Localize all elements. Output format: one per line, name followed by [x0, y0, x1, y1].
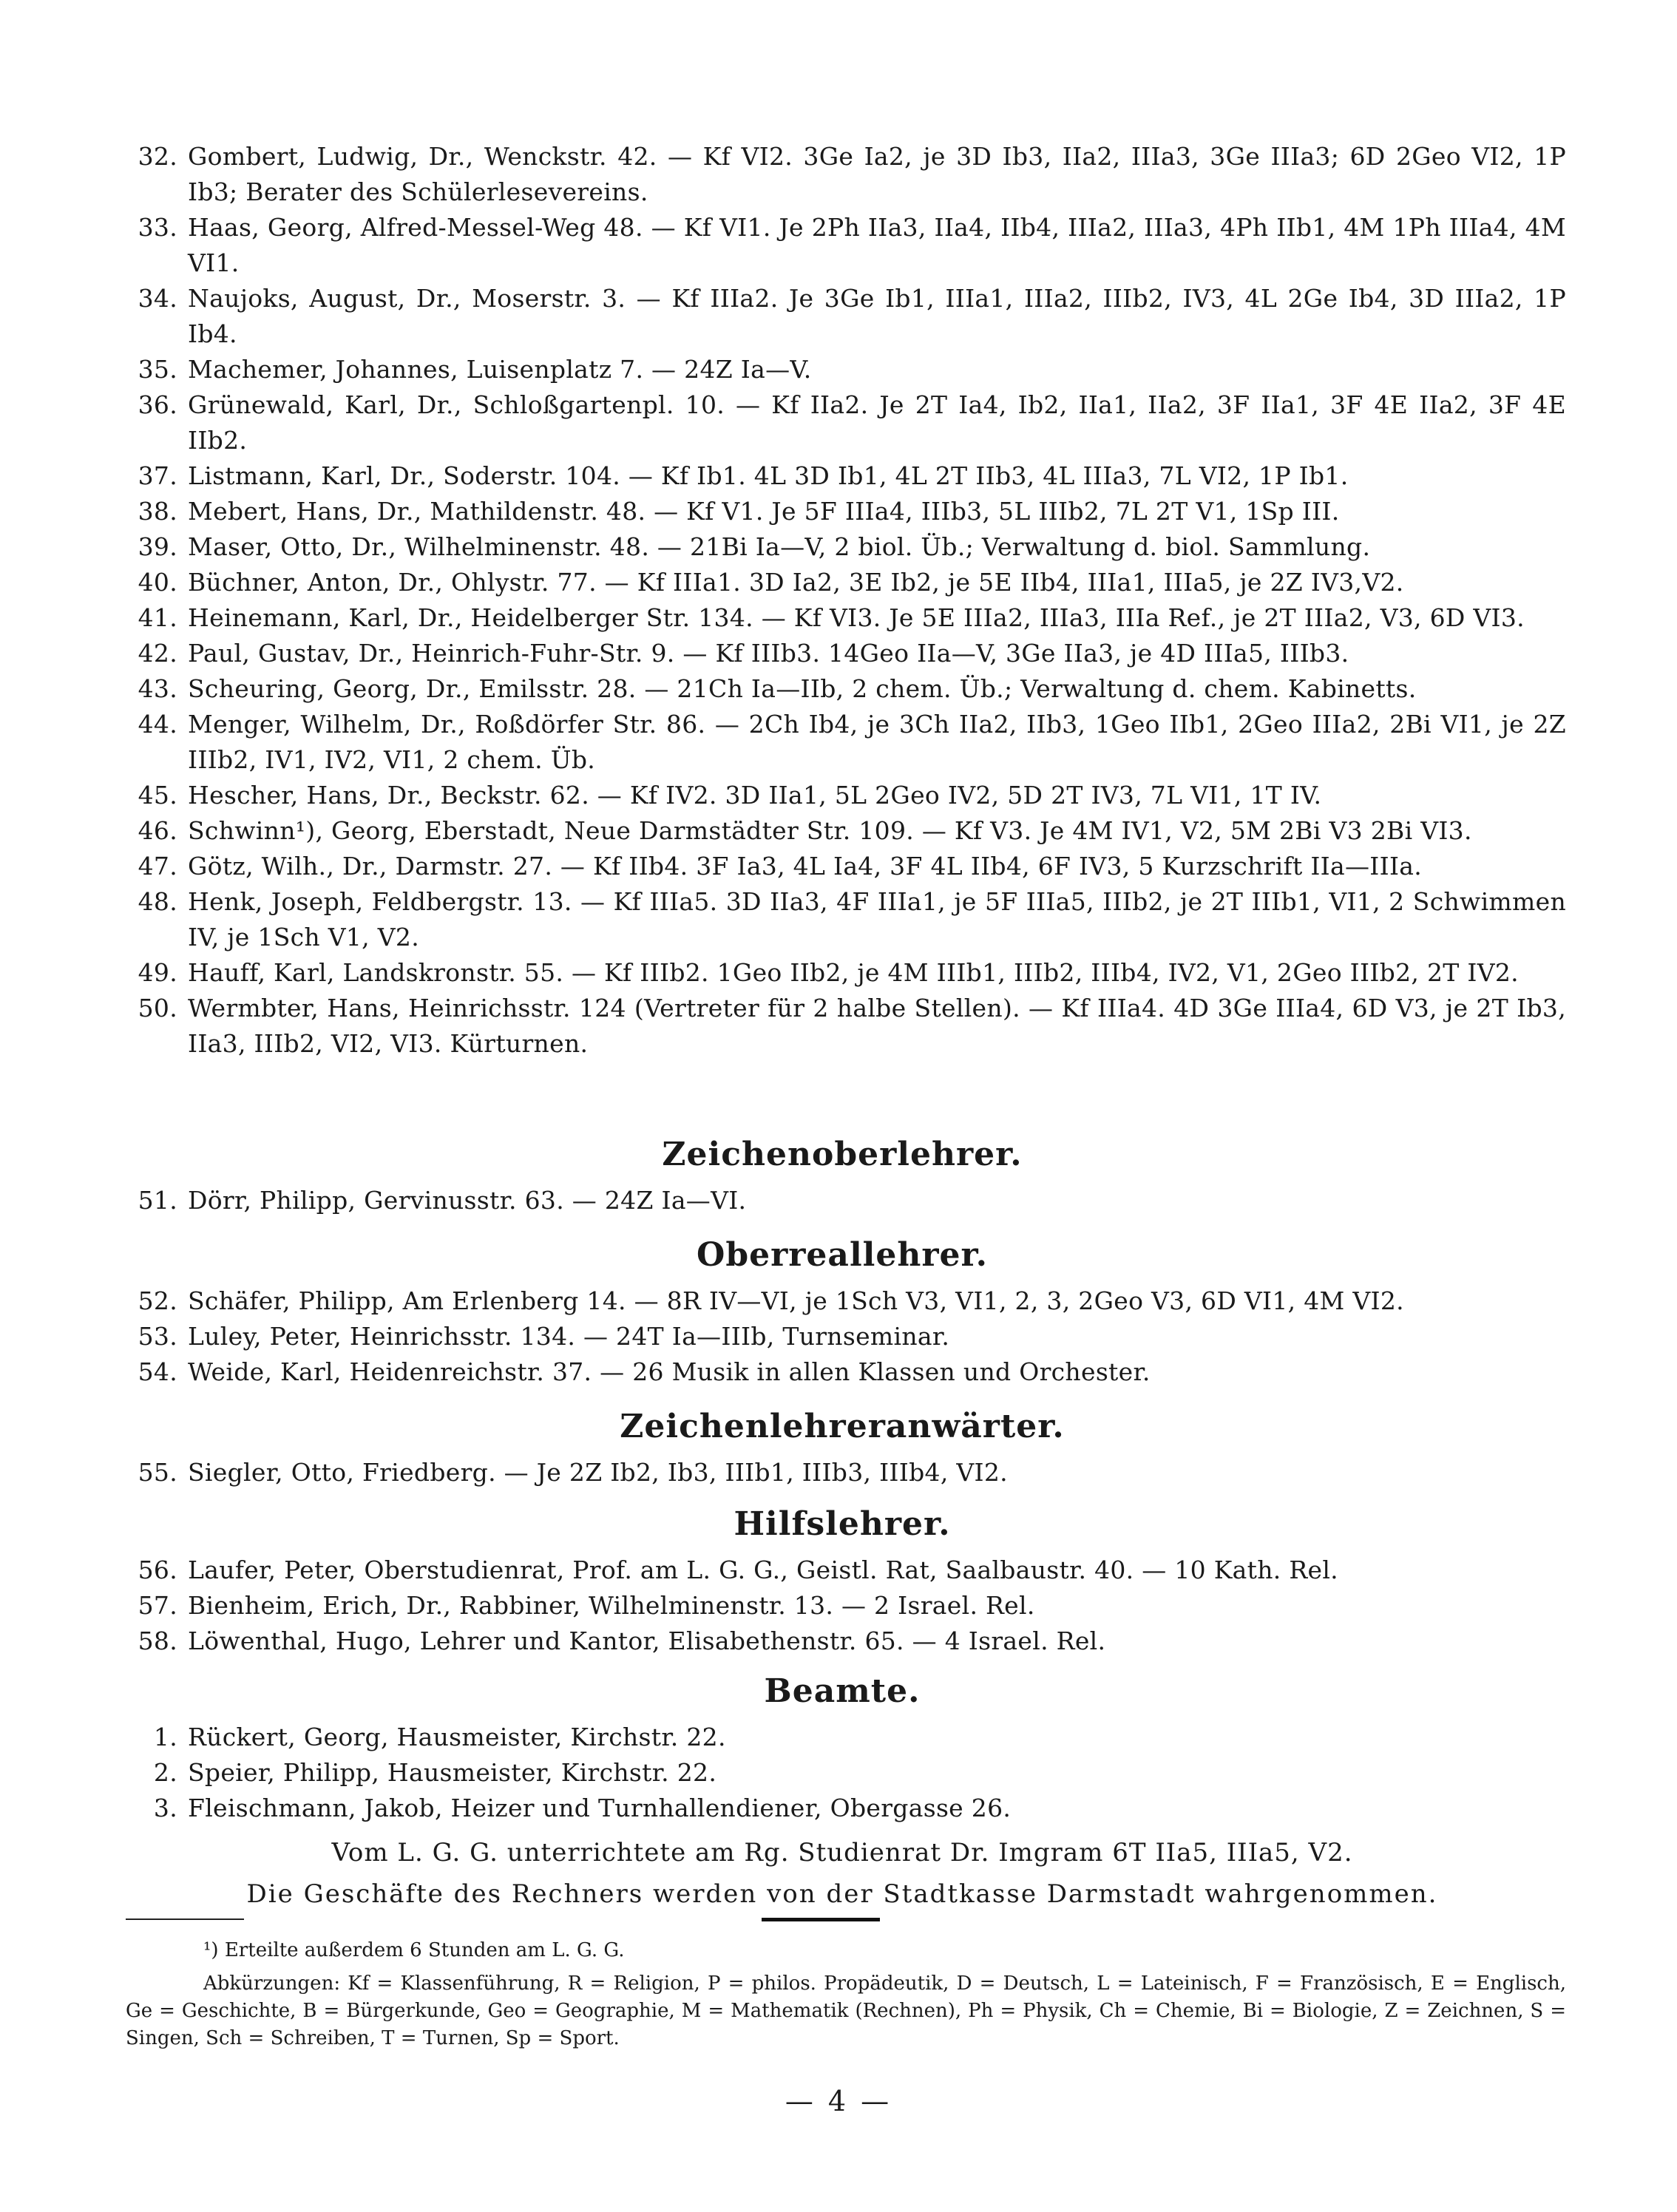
- footnote-1: ¹) Erteilte außerdem 6 Stunden am L. G. G.: [203, 1939, 625, 1961]
- entry-number: 58.: [138, 1626, 177, 1655]
- entry-number: 50.: [138, 994, 177, 1022]
- entry-text: Schäfer, Philipp, Am Erlenberg 14. — 8R IV—VI, je 1Sch V3, VI1, 2, 3, 2Geo V3, 6D VI1, 4M VI2.: [188, 1286, 1404, 1315]
- entry-number: 34.: [138, 284, 177, 313]
- entry-number: 57.: [138, 1591, 177, 1620]
- entry-text: Grünewald, Karl, Dr., Schloßgartenpl. 10. — Kf IIa2. Je 2T Ia4, Ib2, IIa1, IIa2, 3F IIa1, 3F 4E IIa2, 3F 4E IIb2.: [188, 390, 1566, 455]
- entry-number: 40.: [138, 568, 177, 597]
- note-imgram: Vom L. G. G. unterrichtete am Rg. Studienrat Dr. Imgram 6T IIa5, IIIa5, V2.: [331, 1838, 1353, 1867]
- entry-text: Machemer, Johannes, Luisenplatz 7. — 24Z Ia—V.: [188, 355, 812, 384]
- entry-number: 44.: [138, 710, 177, 739]
- list-entry: [118, 1755, 1566, 1791]
- footnotes: [126, 1937, 1566, 2052]
- list-entry: [118, 1791, 1566, 1826]
- entry-text: Listmann, Karl, Dr., Soderstr. 104. — Kf Ib1. 4L 3D Ib1, 4L 2T IIb3, 4L IIIa3, 7L VI2, 1P Ib1.: [188, 461, 1349, 490]
- footnote-divider: [126, 1918, 244, 1920]
- entry-text: Büchner, Anton, Dr., Ohlystr. 77. — Kf IIIa1. 3D Ia2, 3E Ib2, je 5E IIb4, IIIa1, IIIa5, je 2Z IV3,V2.: [188, 568, 1404, 597]
- entry-text: Luley, Peter, Heinrichsstr. 134. — 24T Ia—IIIb, Turnseminar.: [188, 1322, 950, 1351]
- entry-number: 33.: [138, 213, 177, 242]
- list-entry: [118, 352, 1566, 387]
- entry-text: Hescher, Hans, Dr., Beckstr. 62. — Kf IV2. 3D IIa1, 5L 2Geo IV2, 5D 2T IV3, 7L VI1, 1T IV.: [188, 781, 1322, 810]
- entry-text: Wermbter, Hans, Heinrichsstr. 124 (Vertreter für 2 halbe Stellen). — Kf IIIa4. 4D 3Ge IIIa4, 6D V3, je 2T Ib3, IIa3, IIIb2, VI2, VI3. Kürturnen.: [188, 994, 1566, 1058]
- list-entry: [118, 387, 1566, 458]
- list-entry: [118, 210, 1566, 281]
- entry-number: 41.: [138, 603, 177, 632]
- entry-text: Hauff, Karl, Landskronstr. 55. — Kf IIIb2. 1Geo IIb2, je 4M IIIb1, IIIb2, IIIb4, IV2, V1, 2Geo IIIb2, 2T IV2.: [188, 958, 1519, 987]
- entry-text: Gombert, Ludwig, Dr., Wenckstr. 42. — Kf VI2. 3Ge Ia2, je 3D Ib3, IIa2, IIIa3, 3Ge IIIa3; 6D 2Geo VI2, 1P Ib3; Berater des Schülerlesevereins.: [188, 142, 1566, 206]
- section-heading-beamte: Beamte.: [764, 1672, 921, 1710]
- entry-number: 42.: [138, 639, 177, 668]
- entry-number: 32.: [138, 142, 177, 171]
- teacher-list-oberlehrer: [118, 139, 1566, 1062]
- entry-number: 3.: [153, 1794, 177, 1822]
- list-entry: [118, 778, 1566, 813]
- entry-number: 51.: [138, 1186, 177, 1215]
- center-divider: [762, 1918, 880, 1921]
- section-heading-oberreallehrer: Oberreallehrer.: [696, 1236, 988, 1274]
- entry-text: Mebert, Hans, Dr., Mathildenstr. 48. — Kf V1. Je 5F IIIa4, IIIb3, 5L IIIb2, 7L 2T V1, 1Sp III.: [188, 497, 1340, 526]
- list-entry: [118, 529, 1566, 565]
- note-rechner: Die Geschäfte des Rechners werden von der Stadtkasse Darmstadt wahrgenommen.: [246, 1879, 1438, 1909]
- entry-text: Dörr, Philipp, Gervinusstr. 63. — 24Z Ia—VI.: [188, 1186, 747, 1215]
- entry-text: Haas, Georg, Alfred-Messel-Weg 48. — Kf VI1. Je 2Ph IIa3, IIa4, IIb4, IIIa2, IIIa3, 4Ph IIb1, 4M 1Ph IIIa4, 4M VI1.: [188, 213, 1566, 277]
- section-heading-zeichenlehreranwaerter: Zeichenlehreranwärter.: [620, 1408, 1065, 1445]
- entry-text: Siegler, Otto, Friedberg. — Je 2Z Ib2, Ib3, IIIb1, IIIb3, IIIb4, VI2.: [188, 1458, 1008, 1487]
- section-oberreallehrer: [118, 1218, 1566, 1390]
- section-hilfslehrer: [118, 1487, 1566, 1659]
- list-entry: [118, 281, 1566, 352]
- entry-number: 43.: [138, 674, 177, 703]
- entry-number: 48.: [138, 887, 177, 916]
- entry-number: 2.: [153, 1758, 177, 1787]
- list-entry: [118, 1183, 1566, 1218]
- list-entry: [118, 458, 1566, 494]
- list-entry: [118, 1283, 1566, 1319]
- list-entry: [118, 991, 1566, 1062]
- teacher-list-oberreallehrer: [118, 1283, 1566, 1390]
- list-entry: [118, 1354, 1566, 1390]
- entry-number: 55.: [138, 1458, 177, 1487]
- section-heading-hilfslehrer: Hilfslehrer.: [734, 1505, 951, 1543]
- entry-text: Menger, Wilhelm, Dr., Roßdörfer Str. 86. — 2Ch Ib4, je 3Ch IIa2, IIb3, 1Geo IIb1, 2Geo IIIa2, 2Bi VI1, je 2Z IIIb2, IV1, IV2, VI1, 2 chem. Üb.: [188, 710, 1566, 774]
- entry-text: Weide, Karl, Heidenreichstr. 37. — 26 Musik in allen Klassen und Orchester.: [188, 1357, 1151, 1386]
- staff-list-beamte: [118, 1720, 1566, 1826]
- list-entry: [118, 1553, 1566, 1588]
- teacher-list-zeichenoberlehrer: [118, 1183, 1566, 1218]
- entry-text: Rückert, Georg, Hausmeister, Kirchstr. 22.: [188, 1723, 726, 1751]
- entry-text: Henk, Joseph, Feldbergstr. 13. — Kf IIIa5. 3D IIa3, 4F IIIa1, je 5F IIIa5, IIIb2, je 2T IIIb1, VI1, 2 Schwimmen IV, je 1Sch V1, V2.: [188, 887, 1566, 951]
- list-entry: [118, 139, 1566, 210]
- entry-text: Paul, Gustav, Dr., Heinrich-Fuhr-Str. 9. — Kf IIIb3. 14Geo IIa—V, 3Ge IIa3, je 4D IIIa5, IIIb3.: [188, 639, 1349, 668]
- entry-text: Naujoks, August, Dr., Moserstr. 3. — Kf IIIa2. Je 3Ge Ib1, IIIa1, IIIa2, IIIb2, IV3, 4L 2Ge Ib4, 3D IIIa2, 1P Ib4.: [188, 284, 1566, 348]
- entry-text: Heinemann, Karl, Dr., Heidelberger Str. 134. — Kf VI3. Je 5E IIIa2, IIIa3, IIIa Ref., je 2T IIIa2, V3, 6D VI3.: [188, 603, 1525, 632]
- list-entry: [118, 494, 1566, 529]
- entry-text: Götz, Wilh., Dr., Darmstr. 27. — Kf IIb4. 3F Ia3, 4L Ia4, 3F 4L IIb4, 6F IV3, 5 Kurzschrift IIa—IIIa.: [188, 852, 1423, 881]
- entry-text: Scheuring, Georg, Dr., Emilsstr. 28. — 21Ch Ia—IIb, 2 chem. Üb.; Verwaltung d. chem. Kabinetts.: [188, 674, 1417, 703]
- entry-number: 56.: [138, 1555, 177, 1584]
- entry-number: 36.: [138, 390, 177, 419]
- section-heading-zeichenoberlehrer: Zeichenoberlehrer.: [662, 1136, 1023, 1173]
- entry-number: 49.: [138, 958, 177, 987]
- entry-text: Fleischmann, Jakob, Heizer und Turnhallendiener, Obergasse 26.: [188, 1794, 1012, 1822]
- entry-number: 47.: [138, 852, 177, 881]
- list-entry: [118, 849, 1566, 884]
- list-entry: [118, 1588, 1566, 1624]
- teacher-list-hilfslehrer: [118, 1553, 1566, 1659]
- entry-number: 1.: [153, 1723, 177, 1751]
- list-entry: [118, 955, 1566, 991]
- entry-number: 38.: [138, 497, 177, 526]
- teacher-list-zeichenlehreranwaerter: [118, 1455, 1566, 1490]
- entry-number: 53.: [138, 1322, 177, 1351]
- entry-text: Speier, Philipp, Hausmeister, Kirchstr. 22.: [188, 1758, 717, 1787]
- section-beamte: [118, 1655, 1566, 1915]
- list-entry: [118, 636, 1566, 671]
- entry-text: Maser, Otto, Dr., Wilhelminenstr. 48. — 21Bi Ia—V, 2 biol. Üb.; Verwaltung d. biol. Sammlung.: [188, 532, 1371, 561]
- list-entry: [118, 671, 1566, 707]
- list-entry: [118, 707, 1566, 778]
- list-entry: [118, 813, 1566, 849]
- entry-text: Bienheim, Erich, Dr., Rabbiner, Wilhelminenstr. 13. — 2 Israel. Rel.: [188, 1591, 1035, 1620]
- list-entry: [118, 600, 1566, 636]
- list-entry: [118, 565, 1566, 600]
- abbreviations-legend: Abkürzungen: Kf = Klassenführung, R = Religion, P = philos. Propädeutik, D = Deutsch, L = Lateinisch, F = Französisch, E = Englisch, Ge = Geschichte, B = Bürgerkunde, Geo = Geographie, M = Mathematik (Rechnen), Ph = Physik, Ch = Chemie, Bi = Biologie, Z = Zeichnen, S = Singen, Sch = Schreiben, T = Turnen, Sp = Sport.: [126, 1972, 1566, 2049]
- entry-number: 45.: [138, 781, 177, 810]
- list-entry: [118, 884, 1566, 955]
- section-zeichenlehreranwaerter: [118, 1390, 1566, 1490]
- list-entry: [118, 1319, 1566, 1354]
- entry-text: Löwenthal, Hugo, Lehrer und Kantor, Elisabethenstr. 65. — 4 Israel. Rel.: [188, 1626, 1106, 1655]
- entry-number: 35.: [138, 355, 177, 384]
- entry-text: Schwinn¹), Georg, Eberstadt, Neue Darmstädter Str. 109. — Kf V3. Je 4M IV1, V2, 5M 2Bi V3 2Bi VI3.: [188, 816, 1472, 845]
- page-number: — 4 —: [785, 2085, 892, 2117]
- entry-number: 46.: [138, 816, 177, 845]
- list-entry: [118, 1455, 1566, 1490]
- section-zeichenoberlehrer: [118, 1118, 1566, 1218]
- entry-number: 52.: [138, 1286, 177, 1315]
- entry-number: 39.: [138, 532, 177, 561]
- list-entry: [118, 1624, 1566, 1659]
- entry-text: Laufer, Peter, Oberstudienrat, Prof. am L. G. G., Geistl. Rat, Saalbaustr. 40. — 10 Kath. Rel.: [188, 1555, 1338, 1584]
- entry-number: 37.: [138, 461, 177, 490]
- entry-number: 54.: [138, 1357, 177, 1386]
- list-entry: [118, 1720, 1566, 1755]
